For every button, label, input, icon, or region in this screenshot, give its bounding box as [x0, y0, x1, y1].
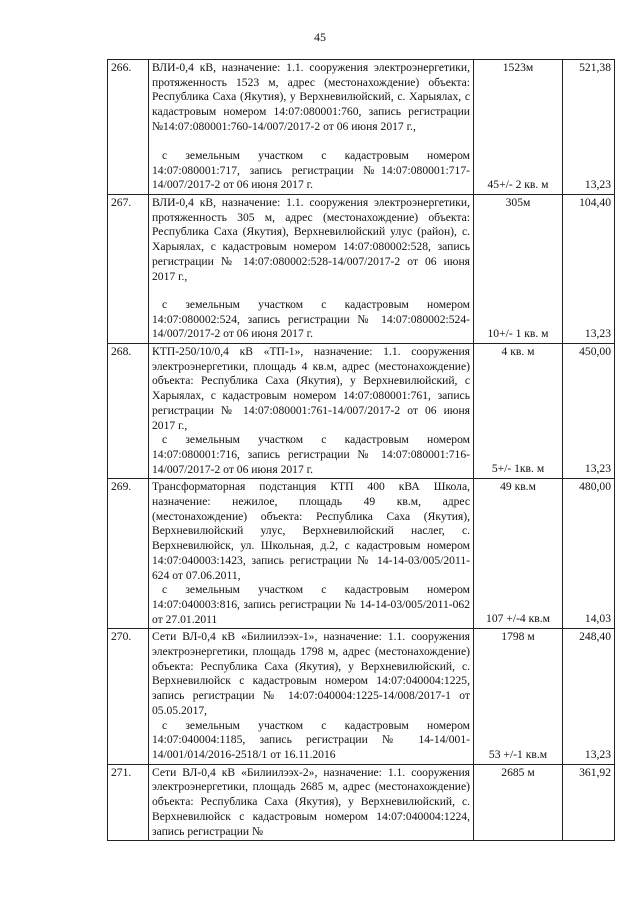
area-cell: [474, 195, 563, 344]
object-value: 480,00: [579, 480, 611, 494]
object-value: 521,38: [579, 61, 611, 74]
area-cell: [474, 479, 563, 629]
description-cell: [149, 629, 474, 764]
object-value: 450,00: [579, 345, 611, 358]
value-cell: [563, 479, 615, 629]
land-area: 45+/- 2 кв. м: [487, 178, 549, 192]
object-area: 2685 м: [501, 765, 535, 779]
land-area: 107 +/-4 кв.м: [486, 611, 550, 625]
land-area: 53 +/-1 кв.м: [488, 747, 548, 761]
row-number: 267.: [108, 195, 149, 344]
object-description: Сети ВЛ-0,4 кВ «Билиилээх-1», назначение: 1.1. сооружения электроэнергетики, площадь 1798 м, адрес (местонахождение) объекта: Республика Саха (Якутия), у Верхневилюйский, с. Верхневилюйск с кадастровым номером 14:07:040004:1225, запись регистрации № 14:07:040004:1225-14/008/2017-1 от 05.05.2017,: [152, 630, 470, 717]
area-cell: [474, 60, 563, 195]
object-value: 361,92: [579, 765, 611, 779]
object-area: 4 кв. м: [501, 345, 535, 358]
area-cell: [474, 629, 563, 764]
description-cell: [149, 195, 474, 344]
value-cell: [563, 60, 615, 195]
object-description: ВЛИ-0,4 кВ, назначение: 1.1. сооружения электроэнергетики, протяженность 305 м, адрес (местонахождение) объекта: Республика Саха (Якутия), Верхневилюйский улус (район), с. Харыялах, с кадастровым номером 14:07:080002:528, запись регистрации № 14:07:080002:528-14/007/2017-2 от 06 июня 2017 г.,: [152, 196, 470, 283]
land-value: 13,23: [584, 747, 611, 761]
row-number: 266.: [108, 60, 149, 195]
property-registry-table: [107, 59, 615, 841]
object-area: 1523м: [502, 61, 534, 74]
object-value: 104,40: [579, 196, 611, 209]
table-row: [108, 629, 615, 764]
value-cell: [563, 195, 615, 344]
value-cell: [563, 629, 615, 764]
object-description: КТП-250/10/0,4 кВ «ТП-1», назначение: 1.1. сооружения электроэнергетики, площадь 4 кв.м, адрес (местонахождение) объекта: Республика Саха (Якутия), у Верхневилюйский, с Харыялах, с кадастровым номером 14:07:080001:761, запись регистрации № 14:07:080001:761-14/007/2017-2 от 06 июня 2017 г.,: [152, 345, 470, 432]
land-plot-description: с земельным участком с кадастровым номером 14:07:040004:1185, запись регистрации № 14-14/001-14/001/014/2016-2518/1 от 16.11.2016: [152, 718, 470, 761]
description-cell: [149, 479, 474, 629]
land-plot-description: с земельным участком с кадастровым номером 14:07:080002:524, запись регистрации № 14:07:080002:524-14/007/2017-2 от 06 июня 2017 г.: [152, 297, 470, 341]
object-area: 305м: [505, 196, 531, 209]
table-row: [108, 764, 615, 841]
row-number: 271.: [108, 764, 149, 841]
row-number: 268.: [108, 344, 149, 479]
description-cell: [149, 764, 474, 841]
table-row: [108, 479, 615, 629]
land-area: 10+/- 1 кв. м: [487, 327, 549, 341]
land-area: 5+/- 1кв. м: [491, 462, 545, 476]
object-description: Трансформаторная подстанция КТП 400 кВА Школа, назначение: нежилое, площадь 49 кв.м, адрес (местонахождение) объекта: Республика Саха (Якутия), Верхневилюйский улус, Верхневилюйский наслег, с. Верхневилюйск, ул. Школьная, д.2, с кадастровым номером 14:07:040003:1423, запись регистрации № 14-14-03/005/2011-624 от 07.06.2011,: [152, 480, 470, 582]
land-value: 13,23: [584, 178, 611, 192]
table-row: [108, 195, 615, 344]
land-value: 13,23: [584, 462, 611, 476]
land-value: 13,23: [584, 327, 611, 341]
object-description: ВЛИ-0,4 кВ, назначение: 1.1. сооружения электроэнергетики, протяженность 1523 м, адрес (местонахождение) объекта: Республика Саха (Якутия), у Верхневилюйский, с. Харыялах, с кадастровым номером 14:07:080001:760, запись регистрации №14:07:080001:760-14/007/2017-2 от 06 июня 2017 г.,: [152, 61, 470, 133]
value-cell: [563, 764, 615, 841]
area-cell: [474, 764, 563, 841]
land-plot-description: с земельным участком с кадастровым номером 14:07:080001:717, запись регистрации №14:07:080001:717-14/007/2017-2 от 06 июня 2017 г.: [152, 148, 470, 192]
description-cell: [149, 60, 474, 195]
object-area: 49 кв.м: [500, 480, 536, 494]
object-area: 1798 м: [501, 630, 535, 644]
land-plot-description: с земельным участком с кадастровым номером 14:07:040003:816, запись регистрации № 14-14-03/005/2011-062 от 27.01.2011: [152, 583, 470, 626]
row-number: 269.: [108, 479, 149, 629]
table-row: [108, 344, 615, 479]
table-row: [108, 60, 615, 195]
page-number: 45: [314, 30, 326, 44]
object-description: Сети ВЛ-0,4 кВ «Билиилээх-2», назначение: 1.1. сооружения электроэнергетики, площадь 2685 м, адрес (местонахождение) объекта: Республика Саха (Якутия), у Верхневилюйский, с. Верхневилюйск с кадастровым номером 14:07:040004:1224, запись регистрации №: [152, 765, 470, 838]
land-plot-description: с земельным участком с кадастровым номером 14:07:080001:716, запись регистрации № 14:07:080001:716-14/007/2017-2 от 06 июня 2017 г.: [152, 433, 470, 476]
value-cell: [563, 344, 615, 479]
description-cell: [149, 344, 474, 479]
land-value: 14,03: [584, 611, 611, 625]
row-number: 270.: [108, 629, 149, 764]
area-cell: [474, 344, 563, 479]
object-value: 248,40: [579, 630, 611, 644]
